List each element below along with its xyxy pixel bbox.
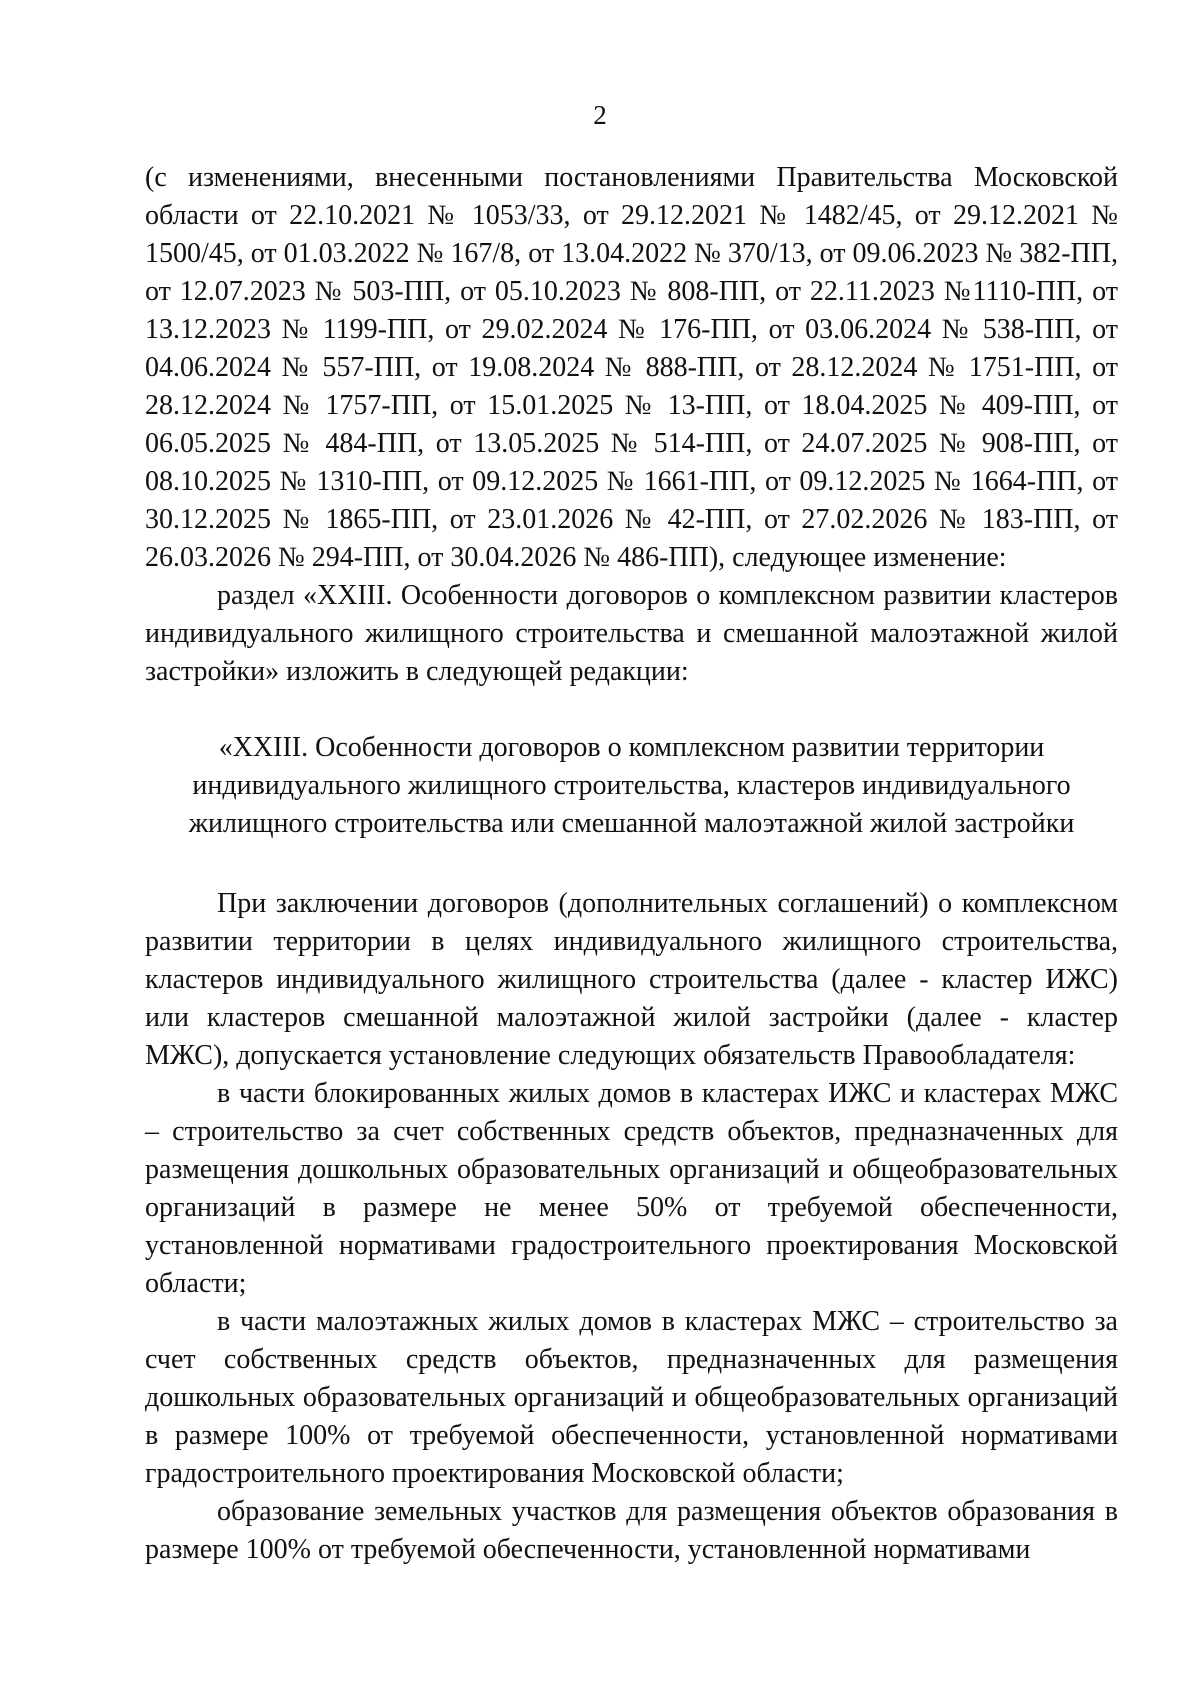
section-heading: [145, 729, 1118, 843]
section-heading-line: жилищного строительства или смешанной малоэтажной жилой застройки: [188, 808, 1075, 839]
section-heading-line: «XXIII. Особенности договоров о комплексном развитии территории: [218, 732, 1045, 763]
body-paragraph: в части блокированных жилых домов в кластерах ИЖС и кластерах МЖС – строительство за счет собственных средств объектов, предназначенных для размещения дошкольных образовательных организаций и общеобразовательных организаций в размере не менее 50% от требуемой обеспеченности, установленной нормативами градостроительного проектирования Московской области;: [145, 1078, 1118, 1299]
section-heading-line: индивидуального жилищного строительства, кластеров индивидуального: [192, 770, 1071, 801]
document-body: [145, 159, 1118, 1569]
body-paragraph: образование земельных участков для размещения объектов образования в размере 100% от требуемой обеспеченности, установленной нормативами: [145, 1496, 1118, 1565]
body-paragraph: При заключении договоров (дополнительных соглашений) о комплексном развитии территории в целях индивидуального жилищного строительства, кластеров индивидуального жилищного строительства (далее - кластер ИЖС) или кластеров смешанной малоэтажной жилой застройки (далее - кластер МЖС), допускается установление следующих обязательств Правообладателя:: [145, 888, 1118, 1071]
section-change-paragraph: раздел «XXIII. Особенности договоров о комплексном развитии кластеров индивидуального жилищного строительства и смешанной малоэтажной жилой застройки» изложить в следующей редакции:: [145, 580, 1118, 687]
body-paragraph: в части малоэтажных жилых домов в кластерах МЖС – строительство за счет собственных средств объектов, предназначенных для размещения дошкольных образовательных организаций и общеобразовательных организаций в размере 100% от требуемой обеспеченности, установленной нормативами градостроительного проектирования Московской области;: [145, 1306, 1118, 1489]
amendments-paragraph: (с изменениями, внесенными постановлениями Правительства Московской области от 22.10.2021 № 1053/33, от 29.12.2021 № 1482/45, от 29.12.2021 № 1500/45, от 01.03.2022 № 167/8, от 13.04.2022 № 370/13, от 09.06.2023 № 382-ПП, от 12.07.2023 № 503-ПП, от 05.10.2023 № 808-ПП, от 22.11.2023 №1110-ПП, от 13.12.2023 № 1199-ПП, от 29.02.2024 № 176-ПП, от 03.06.2024 № 538-ПП, от 04.06.2024 № 557-ПП, от 19.08.2024 № 888-ПП, от 28.12.2024 № 1751-ПП, от 28.12.2024 № 1757-ПП, от 15.01.2025 № 13-ПП, от 18.04.2025 № 409-ПП, от 06.05.2025 № 484-ПП, от 13.05.2025 № 514-ПП, от 24.07.2025 № 908-ПП, от 08.10.2025 № 1310-ПП, от 09.12.2025 № 1661-ПП, от 09.12.2025 № 1664-ПП, от 30.12.2025 № 1865-ПП, от 23.01.2026 № 42-ПП, от 27.02.2026 № 183-ПП, от 26.03.2026 № 294-ПП, от 30.04.2026 № 486-ПП), следующее изменение:: [145, 162, 1118, 573]
page-number: 2: [593, 100, 607, 130]
